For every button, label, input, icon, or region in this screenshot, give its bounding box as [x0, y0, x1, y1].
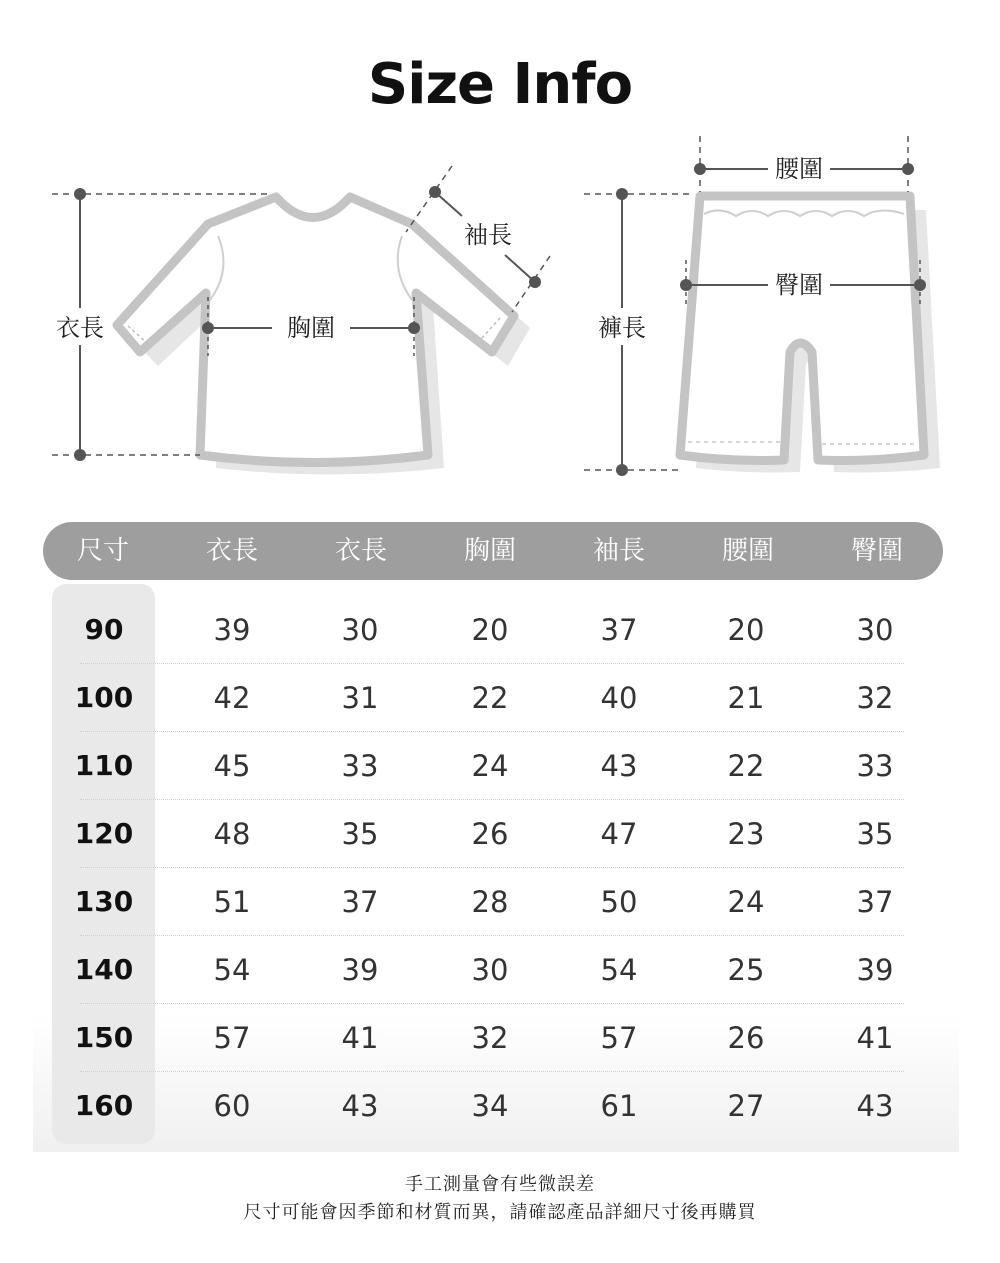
cell-size: 130	[74, 885, 134, 918]
cell-waist: 24	[727, 885, 765, 919]
cell-sleeve: 57	[600, 1021, 638, 1055]
chest-label: 胸圍	[287, 314, 335, 342]
table-row	[33, 936, 959, 1004]
cell-size: 160	[74, 1089, 134, 1122]
cell-top-length: 57	[213, 1021, 251, 1055]
cell-chest: 34	[471, 1089, 509, 1123]
cell-sleeve: 61	[600, 1089, 638, 1123]
cell-waist: 22	[727, 749, 765, 783]
cell-sleeve: 37	[600, 613, 638, 647]
cell-top-length: 42	[213, 681, 251, 715]
cell-size: 140	[74, 953, 134, 986]
cell-pants-length: 30	[341, 613, 379, 647]
table-row	[33, 1004, 959, 1072]
cell-waist: 25	[727, 953, 765, 987]
cell-waist: 20	[727, 613, 765, 647]
cell-top-length: 45	[213, 749, 251, 783]
table-row	[33, 868, 959, 936]
cell-pants-length: 31	[341, 681, 379, 715]
cell-hip: 37	[856, 885, 894, 919]
measurement-diagram	[0, 0, 1000, 500]
cell-pants-length: 39	[341, 953, 379, 987]
cell-sleeve: 47	[600, 817, 638, 851]
cell-top-length: 54	[213, 953, 251, 987]
cell-hip: 30	[856, 613, 894, 647]
top-length-label: 衣長	[56, 314, 104, 342]
cell-sleeve: 40	[600, 681, 638, 715]
cell-chest: 28	[471, 885, 509, 919]
cell-hip: 32	[856, 681, 894, 715]
waist-indicator	[694, 136, 914, 192]
cell-size: 120	[74, 817, 134, 850]
header-chest: 胸圍	[463, 536, 516, 566]
footer-note-1: 手工測量會有些微誤差	[405, 1174, 595, 1195]
cell-hip: 33	[856, 749, 894, 783]
cell-sleeve: 54	[600, 953, 638, 987]
header-sleeve: 袖長	[592, 536, 645, 566]
cell-chest: 32	[471, 1021, 509, 1055]
cell-pants-length: 37	[341, 885, 379, 919]
cell-chest: 26	[471, 817, 509, 851]
cell-top-length: 60	[213, 1089, 251, 1123]
waist-label: 腰圍	[775, 155, 823, 183]
cell-waist: 23	[727, 817, 765, 851]
cell-size: 100	[74, 681, 134, 714]
cell-top-length: 48	[213, 817, 251, 851]
size-table	[33, 522, 959, 1152]
cell-pants-length: 33	[341, 749, 379, 783]
cell-top-length: 51	[213, 885, 251, 919]
header-hip: 臀圍	[850, 536, 903, 566]
cell-top-length: 39	[213, 613, 251, 647]
table-row	[33, 596, 959, 664]
cell-pants-length: 43	[341, 1089, 379, 1123]
cell-hip: 43	[856, 1089, 894, 1123]
hip-label: 臀圍	[775, 271, 823, 299]
page-title: Size Info	[367, 52, 633, 117]
cell-size: 90	[84, 613, 124, 646]
cell-waist: 21	[727, 681, 765, 715]
cell-hip: 39	[856, 953, 894, 987]
cell-sleeve: 43	[600, 749, 638, 783]
header-size: 尺寸	[76, 536, 129, 566]
cell-chest: 22	[471, 681, 509, 715]
cell-chest: 20	[471, 613, 509, 647]
cell-hip: 35	[856, 817, 894, 851]
pants-length-label: 褲長	[598, 314, 646, 342]
cell-size: 110	[74, 749, 134, 782]
cell-hip: 41	[856, 1021, 894, 1055]
table-header	[43, 522, 943, 580]
cell-waist: 27	[727, 1089, 765, 1123]
cell-chest: 24	[471, 749, 509, 783]
cell-sleeve: 50	[600, 885, 638, 919]
footer-note-2: 尺寸可能會因季節和材質而異，請確認產品詳細尺寸後再購買	[243, 1202, 757, 1223]
header-waist: 腰圍	[721, 536, 774, 566]
cell-chest: 30	[471, 953, 509, 987]
cell-pants-length: 41	[341, 1021, 379, 1055]
table-row	[33, 732, 959, 800]
cell-pants-length: 35	[341, 817, 379, 851]
table-row	[33, 800, 959, 868]
pants-illustration	[680, 196, 940, 473]
sleeve-label: 袖長	[464, 221, 512, 249]
table-row	[33, 664, 959, 732]
table-row	[33, 1072, 959, 1140]
cell-waist: 26	[727, 1021, 765, 1055]
header-top-length: 衣長	[205, 536, 258, 566]
header-pants-length: 衣長	[334, 536, 387, 566]
cell-size: 150	[74, 1021, 134, 1054]
